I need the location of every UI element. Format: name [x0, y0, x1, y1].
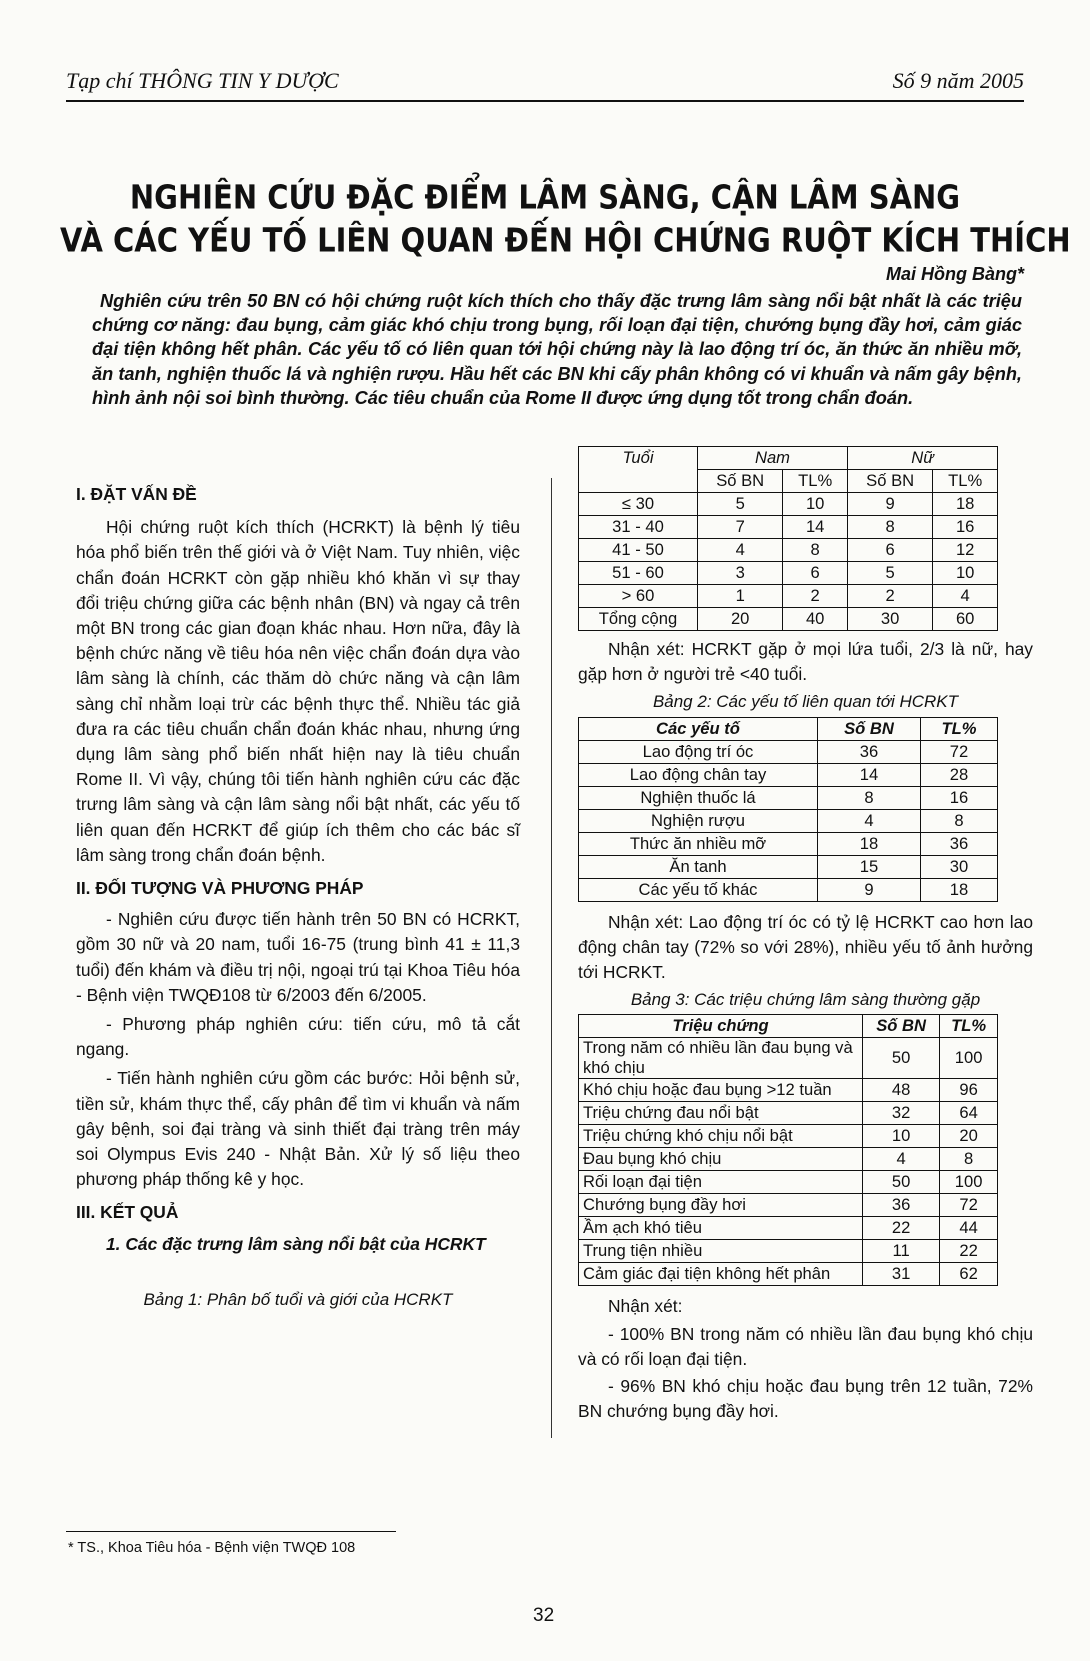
table-cell: 60 — [933, 608, 998, 631]
table-cell: Khó chịu hoặc đau bụng >12 tuần — [579, 1079, 863, 1102]
table-cell: 9 — [818, 878, 921, 901]
table-cell: Đau bụng khó chịu — [579, 1148, 863, 1171]
table-cell: 36 — [920, 832, 997, 855]
table-cell: 18 — [933, 493, 998, 516]
table-cell: 44 — [940, 1217, 998, 1240]
table-row — [579, 832, 998, 855]
table-cell: 6 — [783, 562, 848, 585]
table-1-comment: Nhận xét: HCRKT gặp ở mọi lứa tuổi, 2/3 là nữ, hay gặp hơn ở người trẻ <40 tuổi. — [578, 639, 1033, 685]
table-cell: 16 — [933, 516, 998, 539]
table-1-subheader: TL% — [933, 470, 998, 493]
table-cell: 28 — [920, 763, 997, 786]
table-2-header-factor: Các yếu tố — [579, 717, 818, 740]
table-cell: 4 — [818, 809, 921, 832]
table-cell: 30 — [920, 855, 997, 878]
table-row — [579, 1148, 998, 1171]
table-cell: 100 — [940, 1038, 998, 1079]
table-cell: Nghiện thuốc lá — [579, 786, 818, 809]
table-cell: Trong năm có nhiều lần đau bụng và khó chịu — [579, 1038, 863, 1079]
table-cell: 1 — [698, 585, 783, 608]
table-row — [579, 1171, 998, 1194]
table-row — [579, 1217, 998, 1240]
table-cell: 5 — [698, 493, 783, 516]
table-cell: Ầm ạch khó tiêu — [579, 1217, 863, 1240]
table-cell: 22 — [863, 1217, 940, 1240]
table-cell: 96 — [940, 1079, 998, 1102]
table-cell: 14 — [818, 763, 921, 786]
table-row — [579, 1102, 998, 1125]
table-2-caption: Bảng 2: Các yếu tố liên quan tới HCRKT — [652, 692, 959, 712]
table-cell: 20 — [698, 608, 783, 631]
article-title-line-1: NGHIÊN CỨU ĐẶC ĐIỂM LÂM SÀNG, CẬN LÂM SÀNG — [129, 177, 961, 217]
table-cell: 4 — [863, 1148, 940, 1171]
table-1-header-age: Tuổi — [579, 447, 698, 493]
table-3-comment-title: Nhận xét: — [608, 1296, 683, 1317]
table-cell: > 60 — [579, 585, 698, 608]
table-cell: 22 — [940, 1240, 998, 1263]
table-cell: Tổng cộng — [579, 608, 698, 631]
table-cell: ≤ 30 — [579, 493, 698, 516]
methods-paragraph-3: - Tiến hành nghiên cứu gồm các bước: Hỏi bệnh sử, tiền sử, khám thực thể, cấy phân để tìm vi khuẩn và nấm gây bệnh, soi đại tràng và sinh thiết đại tràng trên máy soi Olympus Evis 240 - Nhật Bản. Xử lý số liệu theo phương pháp thống kê y học. — [76, 1068, 520, 1190]
section-heading-methods: II. ĐỐI TƯỢNG VÀ PHƯƠNG PHÁP — [76, 878, 364, 899]
results-subheading: 1. Các đặc trưng lâm sàng nổi bật của HCRKT — [106, 1233, 486, 1254]
table-cell: 10 — [783, 493, 848, 516]
table-cell: 41 - 50 — [579, 539, 698, 562]
table-cell: Triệu chứng khó chịu nổi bật — [579, 1125, 863, 1148]
table-row — [579, 809, 998, 832]
table-cell: 36 — [818, 740, 921, 763]
table-cell: 10 — [863, 1125, 940, 1148]
table-cell: 16 — [920, 786, 997, 809]
table-cell: 3 — [698, 562, 783, 585]
methods-paragraph-1: - Nghiên cứu được tiến hành trên 50 BN có HCRKT, gồm 30 nữ và 20 nam, tuổi 16-75 (trung bình 41 ± 11,3 tuổi) đến khám và điều trị nội, ngoại trú tại Khoa Tiêu hóa - Bệnh viện TWQĐ108 từ 6/2003 đến 6/2005. — [76, 909, 520, 1005]
abstract: Nghiên cứu trên 50 BN có hội chứng ruột kích thích cho thấy đặc trưng lâm sàng nổi bật nhất là các triệu chứng cơ năng: đau bụng, cảm giác khó chịu trong bụng, rối loạn đại tiện, chướng bụng đầy hơi, cảm giác đại tiện không hết phân. Các yếu tố có liên quan tới hội chứng này là lao động trí óc, ăn thức ăn nhiều mỡ, ăn tanh, nghiện thuốc lá và nghiện rượu. Hầu hết các BN khi cấy phân không có vi khuẩn và nấm gây bệnh, hình ảnh nội soi bình thường. Các tiêu chuẩn của Rome II được ứng dụng tốt trong chẩn đoán. — [92, 291, 1022, 408]
journal-name: Tạp chí THÔNG TIN Y DƯỢC — [66, 68, 339, 93]
table-cell: 31 - 40 — [579, 516, 698, 539]
table-row — [579, 516, 998, 539]
table-cell: Lao động trí óc — [579, 740, 818, 763]
table-row — [579, 562, 998, 585]
table-row — [579, 493, 998, 516]
table-1-subheader: Số BN — [698, 470, 783, 493]
table-cell: 2 — [783, 585, 848, 608]
table-1-header-female: Nữ — [847, 447, 997, 470]
table-cell: 36 — [863, 1194, 940, 1217]
table-row — [579, 585, 998, 608]
table-row — [579, 855, 998, 878]
table-cell: 62 — [940, 1263, 998, 1286]
table-3-header-percent: TL% — [940, 1015, 998, 1038]
section-heading-introduction: I. ĐẶT VẤN ĐỀ — [76, 484, 197, 504]
issue-number: Số 9 năm 2005 — [892, 68, 1024, 93]
left-column — [76, 482, 520, 1312]
footnote: * TS., Khoa Tiêu hóa - Bệnh viện TWQĐ 108 — [68, 1540, 356, 1556]
table-2-comment: Nhận xét: Lao động trí óc có tỷ lệ HCRKT cao hơn lao động chân tay (72% so với 28%), nhiều yếu tố ảnh hưởng tới HCRKT. — [578, 911, 1033, 983]
table-cell: 4 — [698, 539, 783, 562]
table-3-caption: Bảng 3: Các triệu chứng lâm sàng thường gặp — [630, 990, 981, 1010]
table-3-comment-1: - 100% BN trong năm có nhiều lần đau bụng khó chịu và có rối loạn đại tiện. — [578, 1323, 1033, 1369]
author-name: Mai Hồng Bàng* — [886, 264, 1024, 284]
table-cell: Các yếu tố khác — [579, 878, 818, 901]
table-cell: 64 — [940, 1102, 998, 1125]
table-cell: 100 — [940, 1171, 998, 1194]
table-cell: 11 — [863, 1240, 940, 1263]
table-cell: 2 — [847, 585, 932, 608]
table-row — [579, 763, 998, 786]
right-column — [578, 446, 1033, 1424]
section-heading-results: III. KẾT QUẢ — [76, 1202, 179, 1223]
methods-paragraph-2: - Phương pháp nghiên cứu: tiến cứu, mô tả cắt ngang. — [76, 1014, 520, 1060]
table-cell: 5 — [847, 562, 932, 585]
table-cell: 32 — [863, 1102, 940, 1125]
table-cell: 4 — [933, 585, 998, 608]
table-cell: Nghiện rượu — [579, 809, 818, 832]
table-3 — [578, 1014, 998, 1286]
table-cell: 8 — [783, 539, 848, 562]
running-header — [66, 66, 1024, 102]
table-row — [579, 1263, 998, 1286]
table-cell: 50 — [863, 1038, 940, 1079]
table-cell: 31 — [863, 1263, 940, 1286]
table-cell: 48 — [863, 1079, 940, 1102]
table-cell: 18 — [920, 878, 997, 901]
table-cell: Triệu chứng đau nổi bật — [579, 1102, 863, 1125]
table-3-comment-2: - 96% BN khó chịu hoặc đau bụng trên 12 tuần, 72% BN chướng bụng đầy hơi. — [578, 1376, 1033, 1422]
table-cell: Chướng bụng đầy hơi — [579, 1194, 863, 1217]
table-1-subheader: Số BN — [847, 470, 932, 493]
table-cell: 8 — [818, 786, 921, 809]
table-2-header-percent: TL% — [920, 717, 997, 740]
table-cell: 10 — [933, 562, 998, 585]
table-cell: Rối loạn đại tiện — [579, 1171, 863, 1194]
table-2 — [578, 717, 998, 902]
table-cell: 14 — [783, 516, 848, 539]
table-row — [579, 878, 998, 901]
table-cell: 50 — [863, 1171, 940, 1194]
table-cell: 72 — [920, 740, 997, 763]
table-row — [579, 1079, 998, 1102]
table-cell: 8 — [920, 809, 997, 832]
table-row — [579, 1194, 998, 1217]
table-row — [579, 539, 998, 562]
table-cell: 9 — [847, 493, 932, 516]
table-cell: 6 — [847, 539, 932, 562]
table-row — [579, 608, 998, 631]
table-row — [579, 1125, 998, 1148]
table-cell: 7 — [698, 516, 783, 539]
table-cell: 8 — [940, 1148, 998, 1171]
table-cell: 30 — [847, 608, 932, 631]
table-cell: 8 — [847, 516, 932, 539]
table-cell: 20 — [940, 1125, 998, 1148]
column-divider — [551, 478, 552, 1438]
article-title-line-2: VÀ CÁC YẾU TỐ LIÊN QUAN ĐẾN HỘI CHỨNG RUỘT KÍCH THÍCH — [60, 220, 1071, 260]
table-cell: Cảm giác đại tiện không hết phân — [579, 1263, 863, 1286]
page-number: 32 — [533, 1605, 555, 1626]
table-row — [579, 786, 998, 809]
table-row — [579, 740, 998, 763]
footnote-rule — [66, 1531, 396, 1532]
table-3-header-count: Số BN — [863, 1015, 940, 1038]
table-row — [579, 1038, 998, 1079]
table-cell: 18 — [818, 832, 921, 855]
table-cell: 15 — [818, 855, 921, 878]
table-cell: Ăn tanh — [579, 855, 818, 878]
table-cell: Thức ăn nhiều mỡ — [579, 832, 818, 855]
table-cell: 40 — [783, 608, 848, 631]
table-1-subheader: TL% — [783, 470, 848, 493]
introduction-paragraph: Hội chứng ruột kích thích (HCRKT) là bệnh lý tiêu hóa phổ biến trên thế giới và ở Việt Nam. Tuy nhiên, việc chẩn đoán HCRKT còn gặp nhiều khó khăn vì sự thay đổi triệu chứng giữa các bệnh nhân (BN) và ngay cả trên một BN trong các gian đoạn khác nhau. Hơn nữa, đây là bệnh chức năng về tiêu hóa nên việc chẩn đoán dựa vào lâm sàng là chính, các thăm dò chức năng và cận lâm sàng chỉ nhằm loại trừ các bệnh thực thể. Nhiều tác giả đưa ra các tiêu chuẩn chẩn đoán khác nhau, nhưng ứng dụng lâm sàng phổ biến nhất hiện nay là tiêu chuẩn Rome II. Vì vậy, chúng tôi tiến hành nghiên cứu các đặc trưng lâm sàng và cận lâm sàng nổi bật nhất, các yếu tố liên quan đến HCRKT để giúp ích thêm cho các bác sĩ lâm sàng trong chẩn đoán bệnh. — [76, 517, 520, 865]
table-cell: Trung tiện nhiều — [579, 1240, 863, 1263]
table-row — [579, 1240, 998, 1263]
table-1 — [578, 446, 998, 631]
table-3-header-symptom: Triệu chứng — [579, 1015, 863, 1038]
table-cell: 12 — [933, 539, 998, 562]
table-cell: Lao động chân tay — [579, 763, 818, 786]
table-2-header-count: Số BN — [818, 717, 921, 740]
table-cell: 72 — [940, 1194, 998, 1217]
table-cell: 51 - 60 — [579, 562, 698, 585]
table-1-caption: Bảng 1: Phân bố tuổi và giới của HCRKT — [143, 1289, 453, 1309]
table-1-header-male: Nam — [698, 447, 848, 470]
